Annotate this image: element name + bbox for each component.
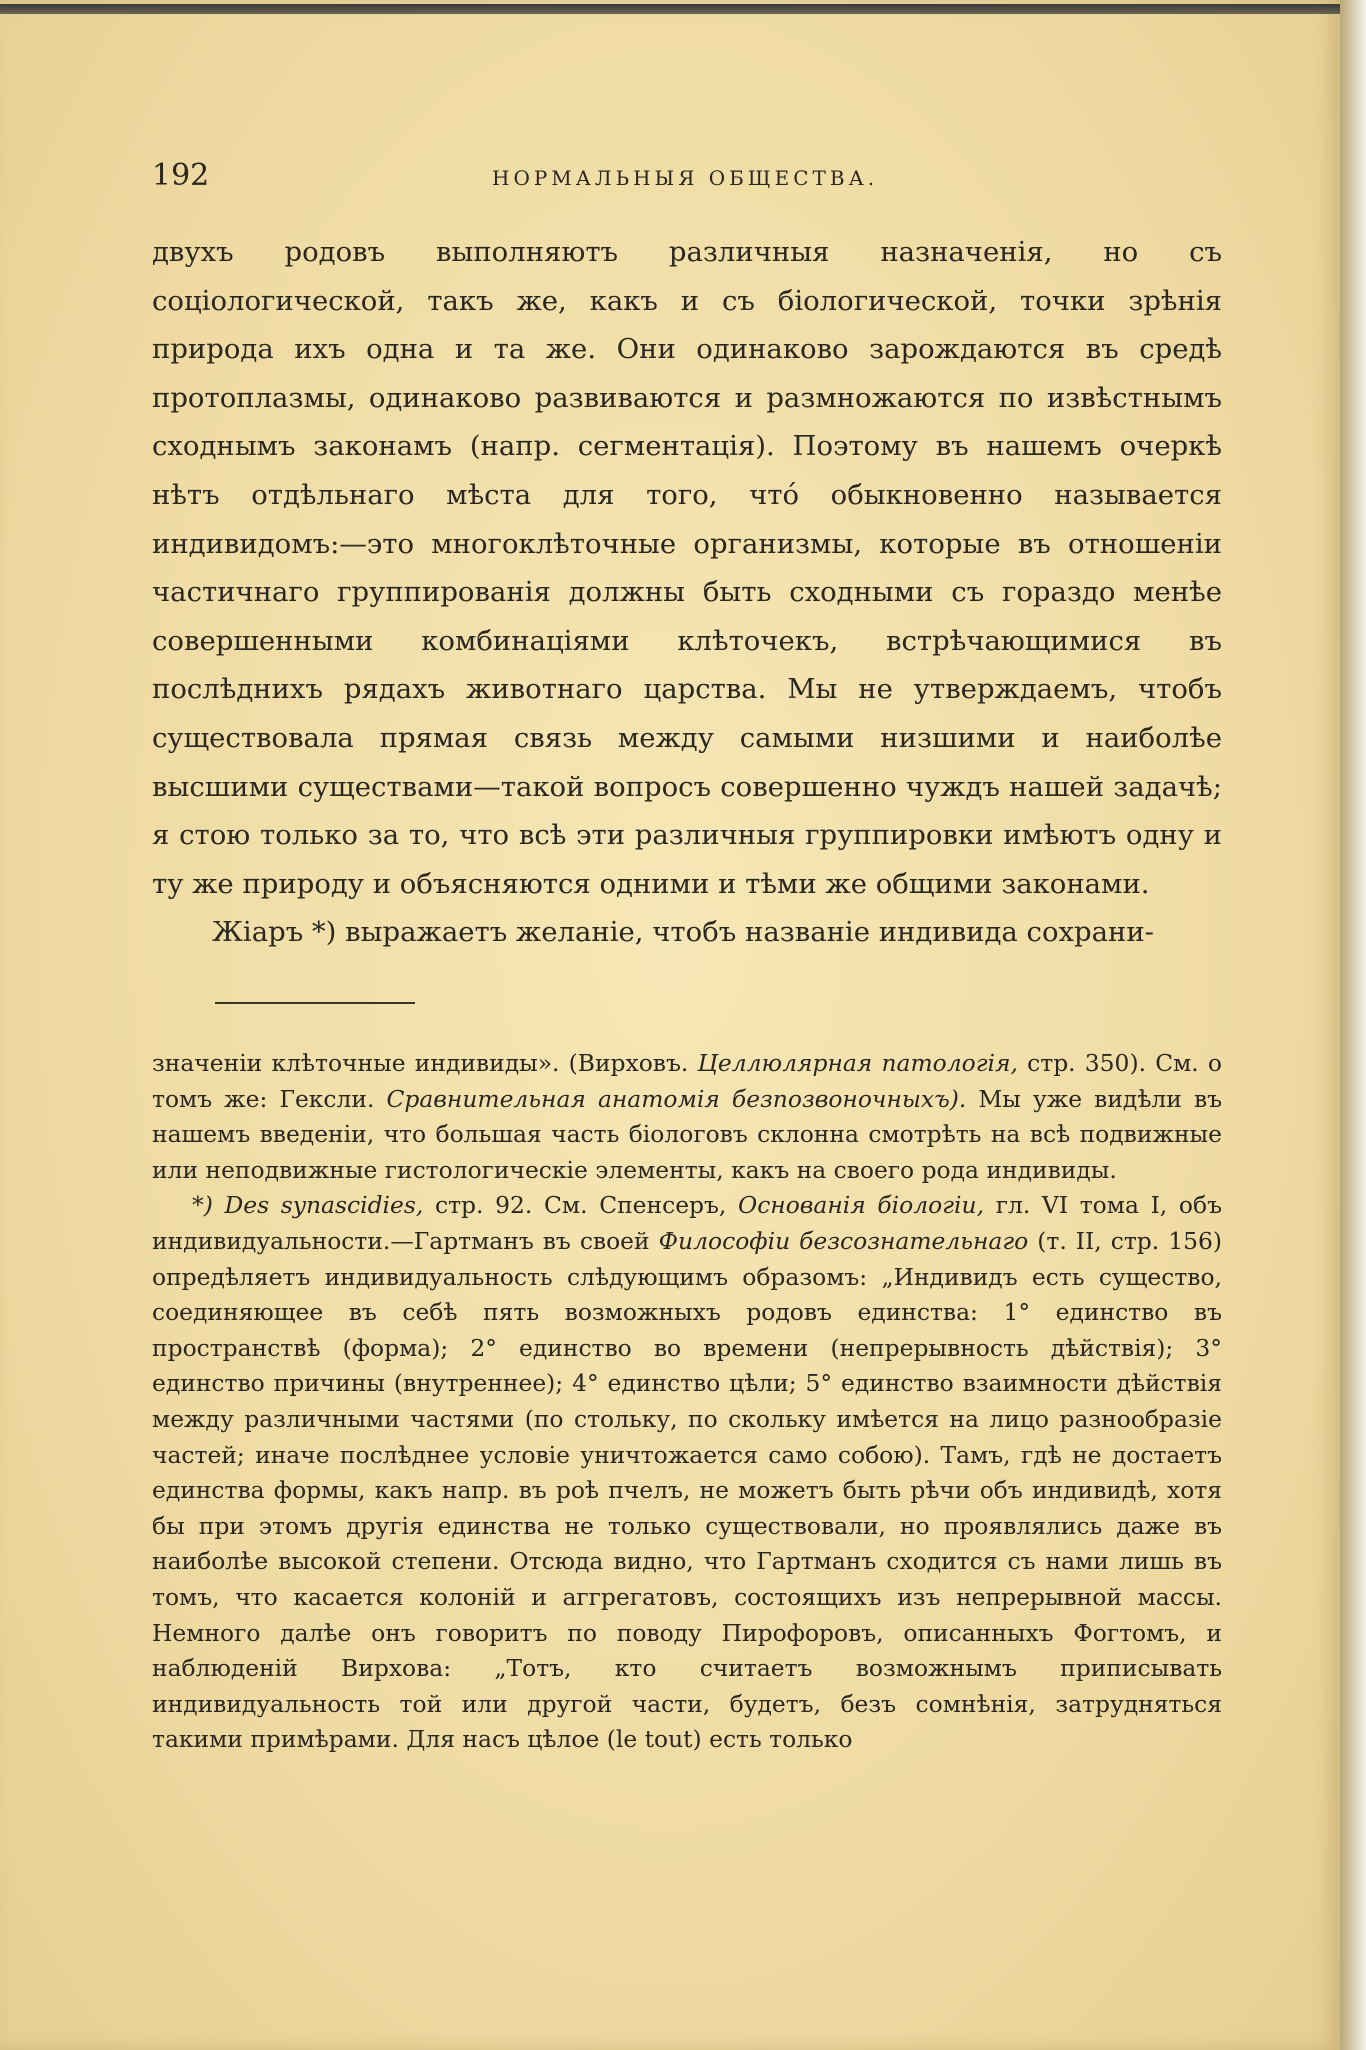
page-number: 192 bbox=[152, 158, 210, 193]
footnote-book-title: Целлюлярная патологія, bbox=[697, 1049, 1018, 1077]
footnote-book-title: Основанія біологіи, bbox=[738, 1191, 985, 1220]
main-text bbox=[152, 228, 1222, 957]
footnote-book-title: Сравнительная анатомія безпозвоночныхъ). bbox=[386, 1084, 967, 1113]
footnote-continuation bbox=[152, 1046, 1222, 1188]
footnote-text: Мы уже видѣли въ нашемъ введеніи, что большая часть біологовъ склонна смотрѣть на всѣ подвижные или неподвижные гистологическіе элементы, какъ на своего рода индивиды. bbox=[152, 1084, 1222, 1184]
footnote-book-title: Des synascidies, bbox=[224, 1191, 424, 1220]
footnote-text: стр. 350). См. о томъ же: Гексли. bbox=[152, 1049, 1222, 1113]
running-title: НОРМАЛЬНЫЯ ОБЩЕСТВА. bbox=[492, 166, 879, 190]
footnote-text: гл. VI тома I, объ индивидуальности.—Гартманъ въ своей bbox=[152, 1191, 1222, 1255]
main-paragraph-1: двухъ родовъ выполняютъ различныя назначенія, но съ соціологической, такъ же, какъ и съ біологической, точки зрѣнія природа ихъ одна и та же. Они одинаково зарождаются въ средѣ протоплазмы, одинаково развиваются и размножаются по извѣстнымъ сходнымъ законамъ (напр. сегментація). Поэтому въ нашемъ очеркѣ нѣтъ отдѣльнаго мѣста для того, что́ обыкновенно называется индивидомъ:—это многоклѣточные организмы, которые въ отношеніи частичнаго группированія должны быть сходными съ гораздо менѣе совершенными комбинаціями клѣточекъ, встрѣчающимися въ послѣднихъ рядахъ животнаго царства. Мы не утверждаемъ, чтобъ существовала прямая связь между самыми низшими и наиболѣе высшими существами—такой вопросъ совершенно чуждъ нашей задачѣ; я стою только за то, что всѣ эти различныя группировки имѣютъ одну и ту же природу и объясняются одними и тѣми же общими законами. bbox=[152, 236, 1222, 900]
footnote-divider bbox=[215, 1002, 415, 1004]
footnote-star bbox=[152, 1188, 1222, 1758]
footnote-text: значеніи клѣточные индивиды». (Вирховъ. bbox=[152, 1049, 698, 1077]
footnotes bbox=[152, 1046, 1222, 1758]
footnote-mark: *) bbox=[192, 1191, 225, 1220]
top-border bbox=[0, 4, 1340, 14]
main-paragraph-2: Жіаръ *) выражаетъ желаніе, чтобъ названіе индивида сохрани- bbox=[212, 916, 1154, 949]
footnote-text: (т. II, стр. 156) опредѣляетъ индивидуальность слѣдующимъ образомъ: „Индивидъ есть существо, соединяющее въ себѣ пять возможныхъ родовъ единства: 1° единство въ пространствѣ (форма); 2° единство во времени (непрерывность дѣйствія); 3° единство причины (внутреннее); 4° единство цѣли; 5° единство взаимности дѣйствія между различными частями (по стольку, по скольку имѣется на лицо разнообразіе частей; иначе послѣднее условіе уничтожается само собою). Тамъ, гдѣ не достаетъ единства формы, какъ напр. въ роѣ пчелъ, не можетъ быть рѣчи объ индивидѣ, хотя бы при этомъ другія единства не только существовали, но проявлялись даже въ наиболѣе высокой степени. Отсюда видно, что Гартманъ сходится съ нами лишь въ томъ, что касается колоній и аггрегатовъ, состоящихъ изъ непрерывной массы. Немного далѣе онъ говоритъ по поводу Пирофоровъ, описанныхъ Фогтомъ, и наблюденій Вирхова: „Тотъ, кто считаетъ возможнымъ приписывать индивидуальность той или другой части, будетъ, безъ сомнѣнія, затрудняться такими примѣрами. Для насъ цѣлое (le tout) есть только bbox=[152, 1226, 1222, 1754]
footnote-book-title: Философіи безсознательнаго bbox=[658, 1226, 1029, 1255]
page-header bbox=[152, 158, 1222, 198]
footnote-text: стр. 92. См. Спенсеръ, bbox=[423, 1191, 739, 1220]
page-edge bbox=[1340, 0, 1366, 2050]
